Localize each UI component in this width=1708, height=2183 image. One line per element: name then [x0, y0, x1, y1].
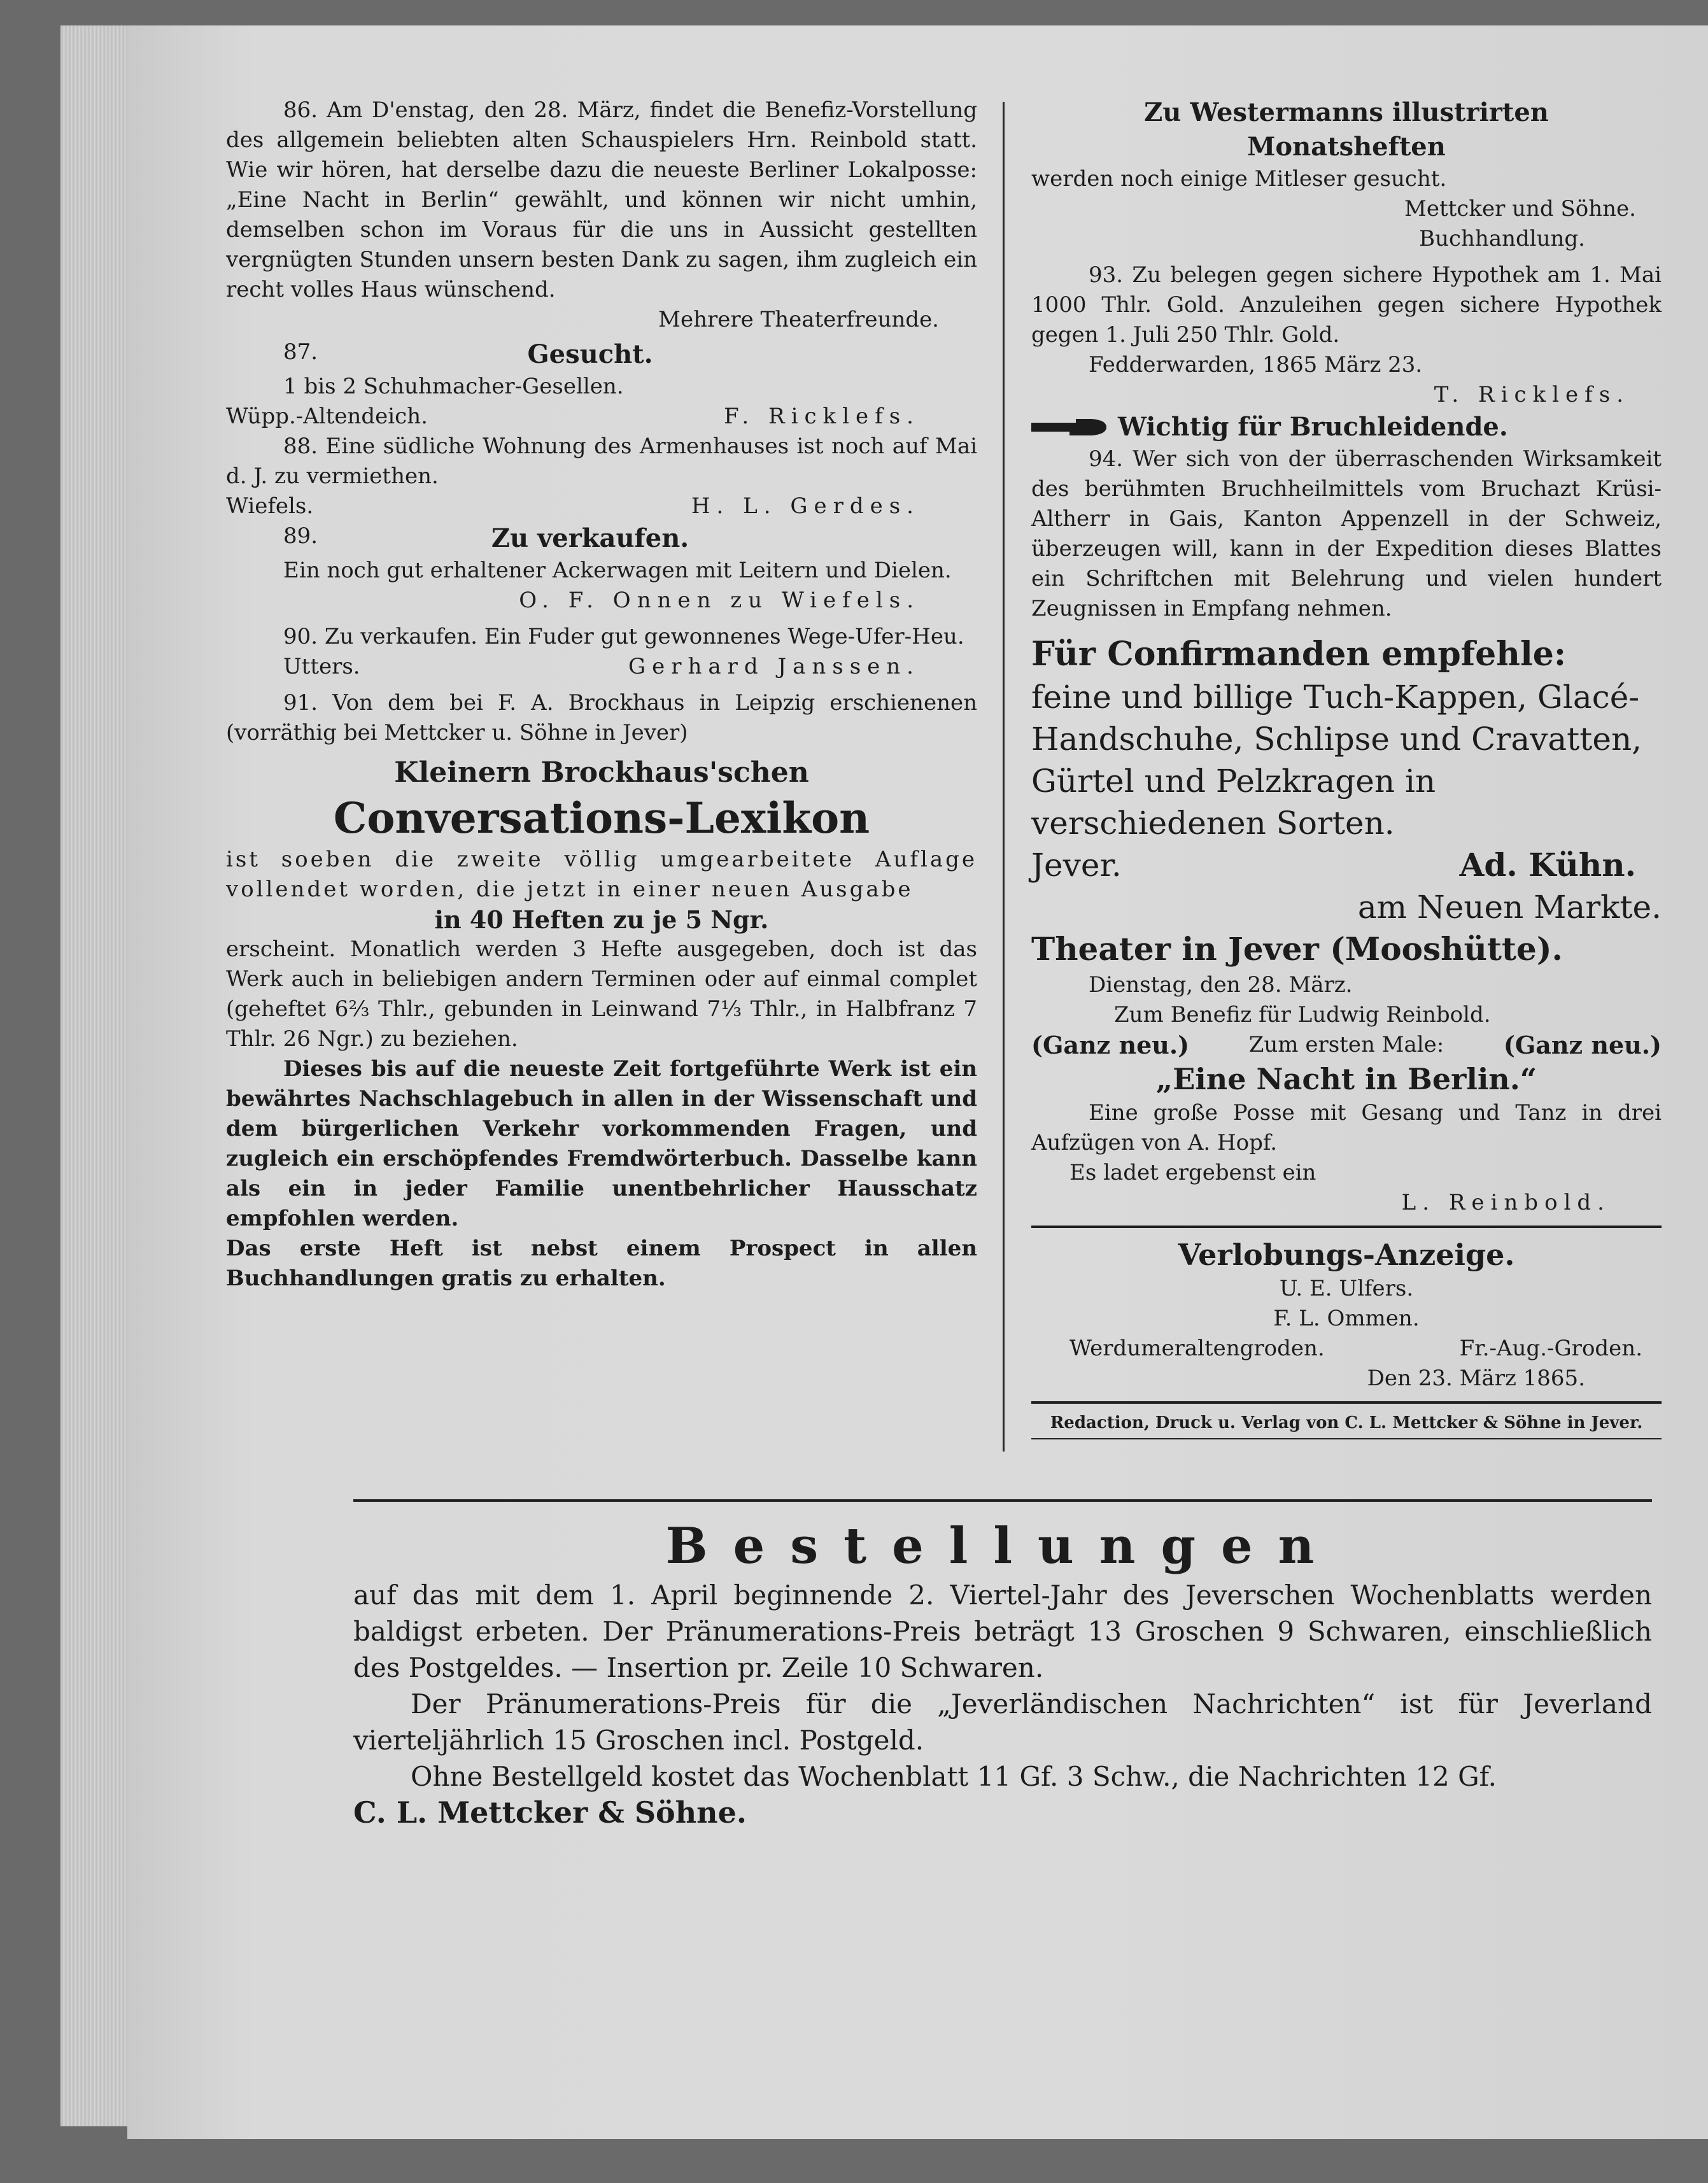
subscription-para2: Der Pränumerations-Preis für die „Jeverländischen Nachrichten“ ist für Jeverland vierteljährlich 15 Groschen incl. Postgeld. — [353, 1688, 1652, 1756]
subscription-para3: Ohne Bestellgeld kostet das Wochenblatt 11 Gf. 3 Schw., die Nachrichten 12 Gf. — [411, 1761, 1497, 1792]
westermann-sign2: Buchhandlung. — [1419, 226, 1585, 251]
bottom-top-rule — [353, 1499, 1652, 1502]
ad-91-title-line1: Kleinern Brockhaus'schen — [394, 756, 809, 789]
ad-89-name: O. F. Onnen zu Wiefels. — [519, 588, 920, 613]
ad-91-body2: in 40 Heften zu je 5 Ngr. — [434, 905, 769, 934]
ad-90-place: Utters. — [283, 654, 360, 679]
ad-87-name: F. Ricklefs. — [724, 404, 920, 429]
ad-87-number: 87. — [283, 339, 318, 365]
subscription-signature: C. L. Mettcker & Söhne. — [353, 1795, 747, 1830]
ad-90-footer — [226, 652, 977, 682]
left-column — [226, 95, 977, 1445]
theater-invite: Es ladet ergebenst ein — [1069, 1160, 1316, 1185]
theater-signature: L. Reinbold. — [1401, 1190, 1611, 1215]
ad-93-name: T. Ricklefs. — [1434, 382, 1630, 407]
theater-benefit: Zum Benefiz für Ludwig Reinbold. — [1114, 1002, 1491, 1028]
right-column — [1031, 95, 1662, 1445]
westermann-title-line2: Monatsheften — [1247, 132, 1446, 162]
ad-90-text: 90. Zu verkaufen. Ein Fuder gut gewonnenes Wege-Ufer-Heu. — [283, 624, 964, 649]
subscription-headline: Bestellungen — [665, 1517, 1340, 1575]
westermann-sign1: Mettcker und Söhne. — [1404, 196, 1636, 222]
theater-description: Eine große Posse mit Gesang und Tanz in drei Aufzügen von A. Hopf. — [1031, 1100, 1662, 1155]
confirmation-text: feine und billige Tuch-Kappen, Glacé-Handschuhe, Schlipse und Cravatten, Gürtel und Pelzkragen in verschiedenen Sorten. — [1031, 679, 1642, 842]
theater-new-right: (Ganz neu.) — [1503, 1031, 1662, 1059]
ad-88-place: Wiefels. — [226, 493, 314, 519]
theater-first-time: Zum ersten Male: — [1248, 1032, 1444, 1057]
confirmation-footer — [1031, 844, 1662, 886]
ad-87-title: Gesucht. — [527, 339, 653, 369]
ad-91-body1: ist soeben die zweite völlig umgearbeitete Auflage vollendet worden, die jetzt in einer neuen Ausgabe — [226, 847, 977, 902]
ad-87-place: Wüpp.-Altendeich. — [226, 404, 428, 429]
westermann-text: werden noch einige Mitleser gesucht. — [1031, 166, 1447, 192]
imprint-rule-bottom — [1031, 1438, 1662, 1439]
theater-new-left: (Ganz neu.) — [1031, 1031, 1190, 1059]
theater-date: Dienstag, den 28. März. — [1089, 972, 1353, 998]
ad-88-text: 88. Eine südliche Wohnung des Armenhauses ist noch auf Mai d. J. zu vermiethen. — [226, 434, 977, 489]
ad-88-name: H. L. Gerdes. — [691, 493, 920, 519]
ad-91-body3: erscheint. Monatlich werden 3 Hefte ausgegeben, doch ist das Werk auch in beliebigen andern Terminen oder auf einmal complet (geheftet 6⅔ Thlr., gebunden in Leinwand 7⅓ Thlr., in Halbfranz 7 Thlr. 26 Ngr.) zu beziehen. — [226, 936, 977, 1052]
theater-play-title: „Eine Nacht in Berlin.“ — [1155, 1062, 1537, 1096]
ad-93-place: Fedderwarden, 1865 März 23. — [1089, 352, 1423, 378]
engagement-places — [1031, 1334, 1662, 1364]
ad-91-title-line2: Conversations-Lexikon — [333, 793, 870, 843]
ad-89-number: 89. — [283, 523, 318, 549]
pointing-hand-icon — [1031, 418, 1108, 437]
ad-94-title: Wichtig für Bruchleidende. — [1118, 412, 1508, 442]
column-divider — [1003, 102, 1005, 1452]
engagement-name2: F. L. Ommen. — [1273, 1306, 1420, 1331]
engagement-place2: Fr.-Aug.-Groden. — [1459, 1336, 1642, 1361]
confirmation-title: Für Confirmanden empfehle: — [1031, 635, 1567, 674]
westermann-title-line1: Zu Westermanns illustrirten — [1144, 97, 1549, 127]
engagement-name1: U. E. Ulfers. — [1279, 1276, 1414, 1301]
imprint-text: Redaction, Druck u. Verlag von C. L. Mettcker & Söhne in Jever. — [1050, 1413, 1643, 1432]
engagement-date: Den 23. März 1865. — [1367, 1366, 1585, 1391]
ad-90-name: Gerhard Janssen. — [628, 654, 920, 679]
subscription-para1: auf das mit dem 1. April beginnende 2. Viertel-Jahr des Jeverschen Wochenblatts werden baldigst erbeten. Der Pränumerations-Preis beträgt 13 Groschen 9 Schwaren, einschließlich des Postgeldes. — Insertion pr. Zeile 10 Schwaren. — [353, 1579, 1652, 1683]
ad-91-body4: Dieses bis auf die neueste Zeit fortgeführte Werk ist ein bewährtes Nachschlagebuch in allen in der Wissenschaft und dem bürgerlichen Verkehr vorkommenden Fragen, und zugleich ein erschöpfendes Fremdwörterbuch. Dasselbe kann als ein in jeder Familie unentbehrlicher Hausschatz empfohlen werden. — [226, 1056, 977, 1231]
ad-94-text: 94. Wer sich von der überraschenden Wirksamkeit des berühmten Bruchheilmittels vom Bruchazt Krüsi-Altherr in Gais, Kanton Appenzell in der Schweiz, überzeugen will, kann in der Expedition dieses Blattes ein Schriftchen mit Belehrung und vielen hundert Zeugnissen in Empfang nehmen. — [1031, 446, 1662, 621]
engagement-place1: Werdumeraltengroden. — [1069, 1336, 1325, 1361]
divider-rule — [1031, 1226, 1662, 1228]
ad-89-title: Zu verkaufen. — [491, 523, 689, 553]
ad-91-intro: 91. Von dem bei F. A. Brockhaus in Leipzig erschienenen (vorräthig bei Mettcker u. Söhne in Jever) — [226, 690, 977, 745]
theater-new-row — [1031, 1030, 1662, 1060]
book-page-edges — [60, 25, 137, 2126]
ad-86-signature: Mehrere Theaterfreunde. — [658, 307, 939, 332]
ad-86-text: 86. Am D'enstag, den 28. März, findet die Benefiz-Vorstellung des allgemein beliebten alten Schauspielers Hrn. Reinbold statt. Wie wir hören, hat derselbe dazu die neueste Berliner Lokalposse: „Eine Nacht in Berlin“ gewählt, und können wir nicht umhin, demselben schon im Voraus für die uns in Aussicht gestellten vergnügten Stunden unsern besten Dank zu sagen, ihm zugleich ein recht volles Haus wünschend. — [226, 97, 977, 302]
theater-title: Theater in Jever (Mooshütte). — [1031, 930, 1563, 968]
ad-89-header — [226, 521, 977, 556]
ad-87-text: 1 bis 2 Schuhmacher-Gesellen. — [283, 374, 624, 399]
imprint-rule-top — [1031, 1401, 1662, 1404]
confirmation-name: Ad. Kühn. — [1459, 846, 1636, 884]
confirmation-address: am Neuen Markte. — [1357, 889, 1662, 926]
ad-93-text: 93. Zu belegen gegen sichere Hypothek am 1. Mai 1000 Thlr. Gold. Anzuleihen gegen sichere Hypothek gegen 1. Juli 250 Thlr. Gold. — [1031, 262, 1662, 348]
ad-89-text: Ein noch gut erhaltener Ackerwagen mit Leitern und Dielen. — [283, 558, 952, 583]
subscription-notice — [353, 1499, 1652, 1831]
engagement-title: Verlobungs-Anzeige. — [1178, 1238, 1515, 1272]
ad-91-body5: Das erste Heft ist nebst einem Prospect in allen Buchhandlungen gratis zu erhalten. — [226, 1236, 977, 1291]
ad-87-footer — [226, 402, 977, 432]
ad-94-header — [1031, 410, 1662, 444]
ad-87-header — [226, 337, 977, 372]
confirmation-place: Jever. — [1031, 847, 1122, 884]
ad-88-footer — [226, 491, 977, 521]
